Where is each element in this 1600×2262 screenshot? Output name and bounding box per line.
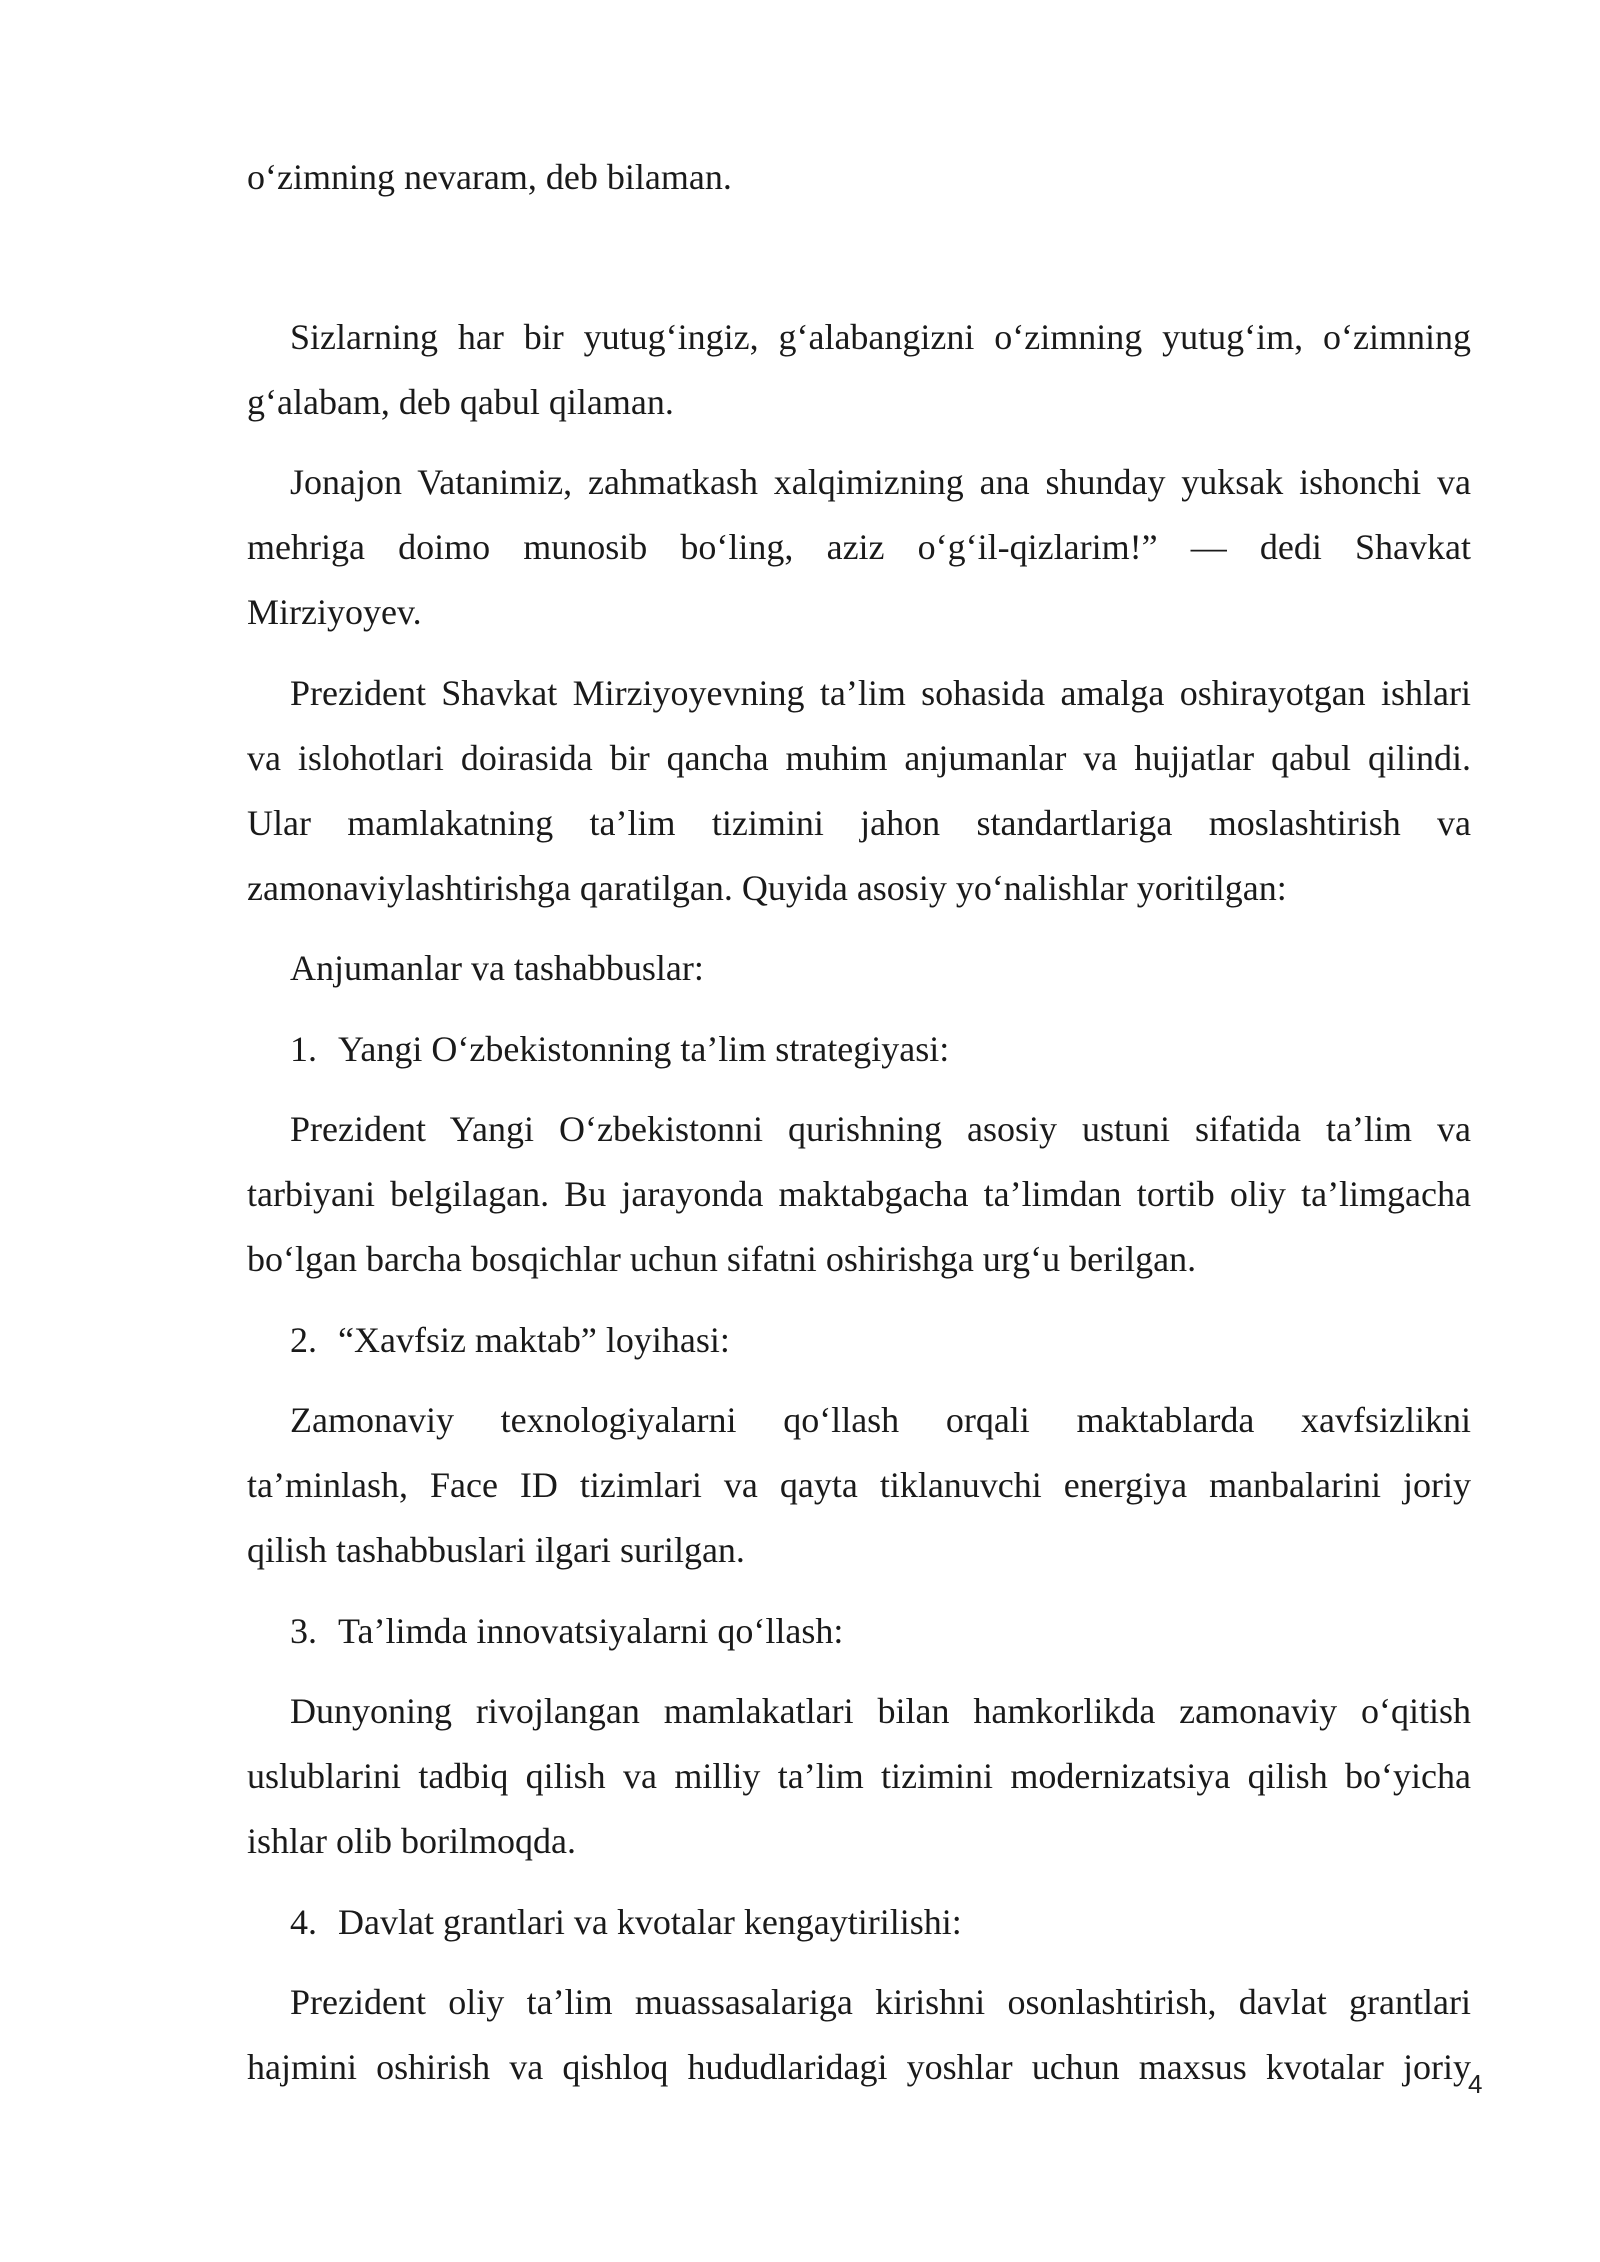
paragraph-line: bo‘lgan barcha bosqichlar uchun sifatni oshirishga urg‘u berilgan.	[247, 1239, 1197, 1279]
paragraph-line: Jonajon Vatanimiz, zahmatkash xalqimizning ana shunday yuksak ishonchi va	[290, 462, 1471, 502]
paragraph-line: Prezident oliy ta’lim muassasalariga kirishni osonlashtirish, davlat grantlari	[290, 1982, 1471, 2022]
paragraph-line: Prezident Yangi O‘zbekistonni qurishning asosiy ustuni sifatida ta’lim va	[290, 1109, 1471, 1149]
paragraph-line: qilish tashabbuslari ilgari surilgan.	[247, 1530, 745, 1570]
list-number: 2.	[290, 1320, 317, 1360]
list-item	[290, 1900, 1471, 1944]
list-item-text: “Xavfsiz maktab” loyihasi:	[338, 1320, 730, 1360]
paragraph-line: g‘alabam, deb qabul qilaman.	[247, 382, 674, 422]
paragraph-line: mehriga doimo munosib bo‘ling, aziz o‘g‘il-qizlarim!” — dedi Shavkat	[247, 527, 1471, 567]
list-item-text: Davlat grantlari va kvotalar kengaytirilishi:	[338, 1902, 962, 1942]
section-heading: Anjumanlar va tashabbuslar:	[290, 948, 704, 988]
paragraph-line: Sizlarning har bir yutug‘ingiz, g‘alabangizni o‘zimning yutug‘im, o‘zimning	[290, 317, 1471, 357]
page-number: 4	[1468, 2069, 1483, 2099]
paragraph-line: zamonaviylashtirishga qaratilgan. Quyida asosiy yo‘nalishlar yoritilgan:	[247, 868, 1287, 908]
paragraph-line: uslublarini tadbiq qilish va milliy ta’lim tizimini modernizatsiya qilish bo‘yicha	[247, 1756, 1471, 1796]
paragraph-line: tarbiyani belgilagan. Bu jarayonda maktabgacha ta’limdan tortib oliy ta’limgacha	[247, 1174, 1471, 1214]
list-item	[290, 1609, 1471, 1653]
paragraph-line: Mirziyoyev.	[247, 592, 422, 632]
list-number: 1.	[290, 1029, 317, 1069]
list-item	[290, 1318, 1471, 1362]
list-number: 4.	[290, 1902, 317, 1942]
paragraph-line: va islohotlari doirasida bir qancha muhim anjumanlar va hujjatlar qabul qilindi.	[247, 738, 1471, 778]
list-item-text: Ta’limda innovatsiyalarni qo‘llash:	[338, 1611, 844, 1651]
paragraph-line: Ular mamlakatning ta’lim tizimini jahon standartlariga moslashtirish va	[247, 803, 1471, 843]
paragraph-line: o‘zimning nevaram, deb bilaman.	[247, 157, 732, 197]
paragraph-line: Prezident Shavkat Mirziyoyevning ta’lim sohasida amalga oshirayotgan ishlari	[290, 673, 1471, 713]
paragraph-line: Zamonaviy texnologiyalarni qo‘llash orqali maktablarda xavfsizlikni	[290, 1400, 1471, 1440]
paragraph-line: hajmini oshirish va qishloq hududlaridagi yoshlar uchun maxsus kvotalar joriy	[247, 2047, 1471, 2087]
paragraph-line: ishlar olib borilmoqda.	[247, 1821, 576, 1861]
list-item	[290, 1027, 1471, 1071]
list-number: 3.	[290, 1611, 317, 1651]
paragraph-line: ta’minlash, Face ID tizimlari va qayta tiklanuvchi energiya manbalarini joriy	[247, 1465, 1471, 1505]
paragraph-line: Dunyoning rivojlangan mamlakatlari bilan hamkorlikda zamonaviy o‘qitish	[290, 1691, 1471, 1731]
list-item-text: Yangi O‘zbekistonning ta’lim strategiyasi:	[338, 1029, 950, 1069]
